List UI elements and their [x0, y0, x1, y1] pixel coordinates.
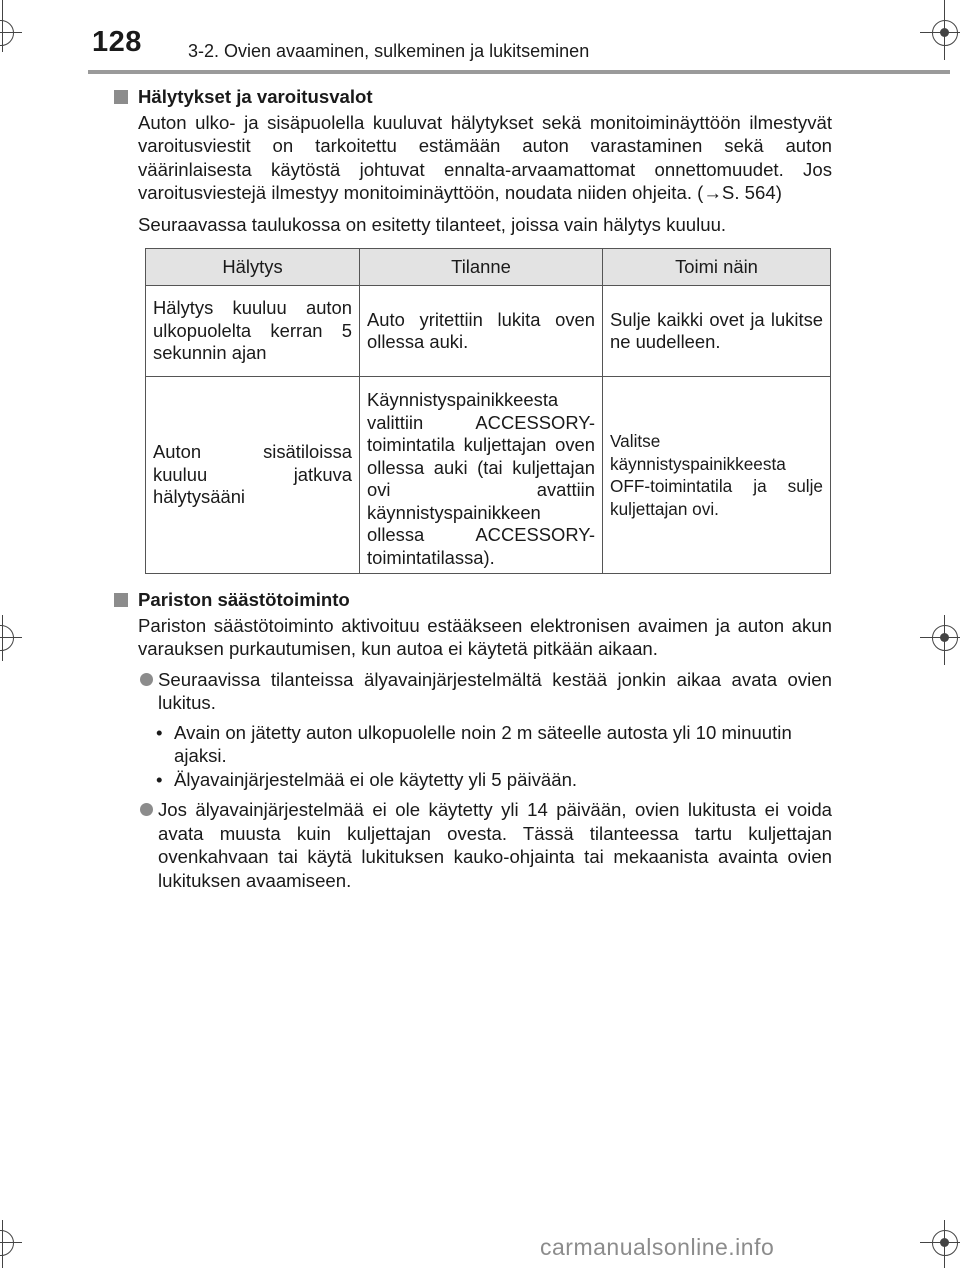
page-number: 128: [92, 26, 142, 58]
crop-mark-bottom-left: [0, 1215, 40, 1268]
crop-mark-bottom-right: [920, 1215, 960, 1268]
table-header-row: [146, 249, 831, 286]
sub-list-item-text: Älyavainjärjestelmää ei ole käytetty yli 5 päivään.: [174, 768, 578, 790]
sub-list-item-text: Avain on jätetty auton ulkopuolelle noin 2 m säteelle autosta yli 10 minuutin ajaksi.: [174, 721, 792, 766]
watermark: carmanualsonline.info: [540, 1234, 775, 1260]
table-header-cell: Toimi näin: [603, 249, 831, 286]
battery-saving-paragraph: Pariston säästötoiminto aktivoituu estääkseen elektronisen avaimen ja auton akun varauksen purkautumisen, kun autoa ei käytetä pitkään aikaan.: [138, 614, 832, 659]
table-cell: Hälytys kuuluu auton ulkopuolelta kerran 5 sekunnin ajan: [146, 286, 360, 377]
table-cell: Käynnistyspainikkeesta valittiin ACCESSORY-toimintatila kuljettajan oven ollessa auki (tai kuljettajan ovi avattiin käynnistyspainikkeen ollessa ACCESSORY-toimintatilassa).: [360, 377, 603, 574]
alarms-heading: [112, 85, 832, 109]
square-bullet-icon: [114, 593, 128, 607]
square-bullet-icon: [114, 90, 128, 104]
table-cell: Valitse käynnistyspainikkeesta OFF-toimintatila ja sulje kuljettajan ovi.: [603, 377, 831, 574]
battery-saving-heading: [112, 588, 832, 612]
table-header-cell: Hälytys: [146, 249, 360, 286]
small-bullet-icon: •: [156, 768, 163, 790]
sub-list-item: [112, 721, 832, 768]
page-content: [112, 85, 832, 892]
alarms-paragraph: Auton ulko- ja sisäpuolella kuuluvat hälytykset sekä monitoiminäyttöön ilmestyvät varoitusviestit on tarkoitettu estämään auton varastaminen sekä auton väärinlaisesta käytöstä johtuvat ennalta-arvaamattomat onnettomuudet. Jos varoitusviestejä ilmestyy monitoiminäyttöön, noudata niiden ohjeita. (→S. 564): [138, 111, 832, 203]
table-cell: Sulje kaikki ovet ja lukitse ne uudelleen.: [603, 286, 831, 377]
section-title: 3-2. Ovien avaaminen, sulkeminen ja lukitseminen: [188, 41, 590, 61]
page-header: [0, 0, 960, 80]
battery-saving-section: [112, 588, 832, 892]
table-header-cell: Tilanne: [360, 249, 603, 286]
table-cell: Auton sisätiloissa kuuluu jatkuva hälytysääni: [146, 377, 360, 574]
sub-list-item: [112, 768, 832, 792]
round-bullet-icon: [140, 673, 153, 686]
battery-saving-heading-text: Pariston säästötoiminto: [138, 589, 350, 610]
alarm-table: [145, 248, 831, 574]
table-row: [146, 377, 831, 574]
list-item: [112, 668, 832, 715]
table-cell: Auto yritettiin lukita oven ollessa auki.: [360, 286, 603, 377]
alarms-heading-text: Hälytykset ja varoitusvalot: [138, 86, 373, 107]
list-item-text: Jos älyavainjärjestelmää ei ole käytetty yli 14 päivään, ovien lukitusta ei voida avata muusta kuin kuljettajan ovesta. Tässä tilanteessa tartu kuljettajan ovenkahvaan tai käytä lukituksen kauko-ohjainta tai mekaanista avainta ovien lukituksen avaamiseen.: [158, 799, 832, 891]
header-divider: [88, 70, 950, 74]
table-row: [146, 286, 831, 377]
small-bullet-icon: •: [156, 721, 163, 743]
list-item-text: Seuraavissa tilanteissa älyavainjärjestelmältä kestää jonkin aikaa avata ovien lukitus.: [158, 668, 832, 713]
table-intro-paragraph: Seuraavassa taulukossa on esitetty tilanteet, joissa vain hälytys kuuluu.: [138, 213, 727, 235]
crop-mark-mid-right: [920, 615, 960, 665]
list-item: [112, 798, 832, 892]
round-bullet-icon: [140, 803, 153, 816]
crop-mark-mid-left: [0, 615, 40, 665]
